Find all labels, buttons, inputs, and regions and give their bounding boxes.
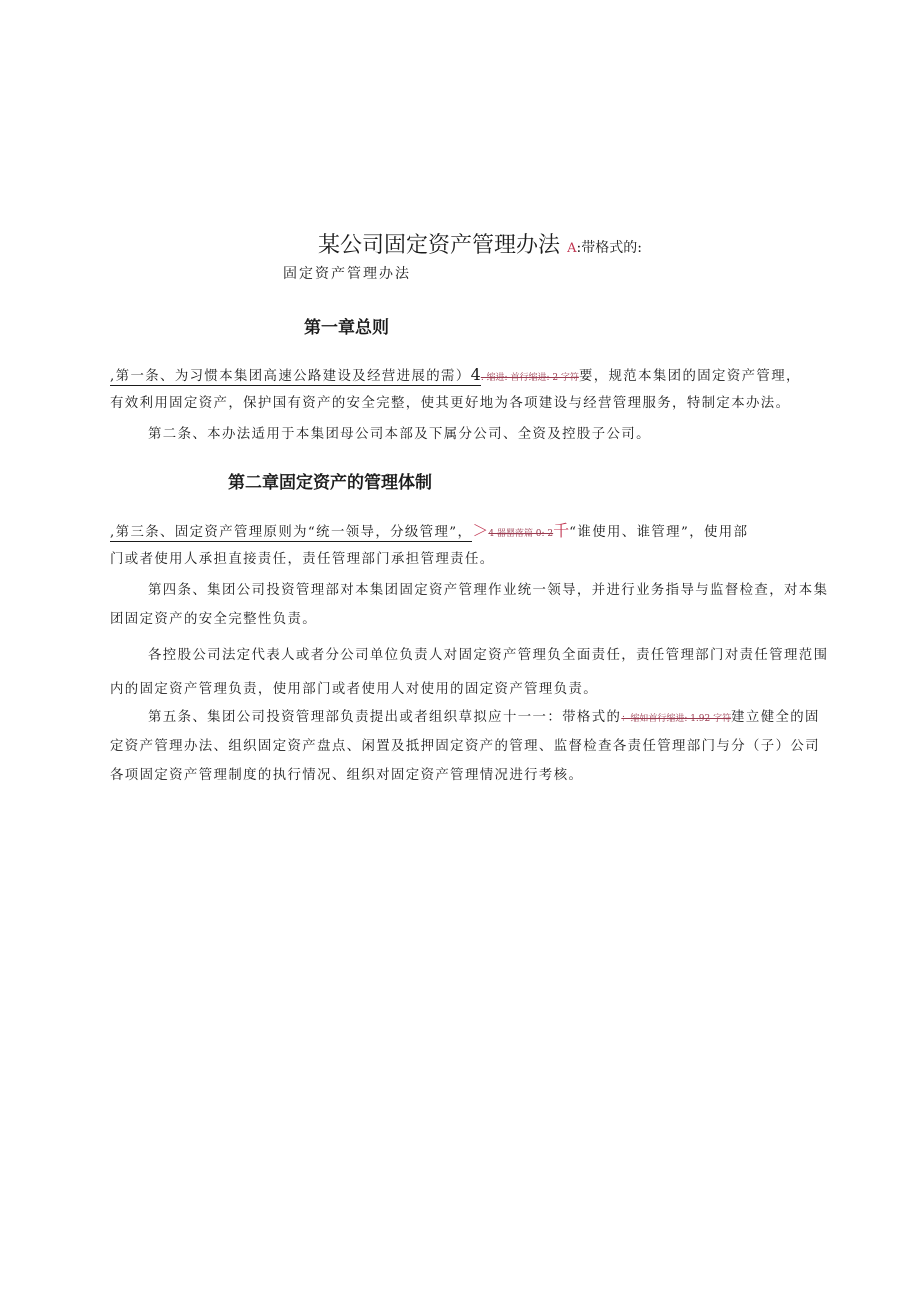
article-5 [110, 703, 860, 790]
article-3-line-2: 门或者使用人承担直接责任，责任管理部门承担管理责任。 [110, 552, 495, 567]
revision-marker-2: 千 [553, 521, 570, 540]
article-1-line-1: ,第一条、为习惯本集团高速公路建设及经营进展的需）4. 缩进: 首行缩进: 2 字符要，规范本集团的固定资产管理， [110, 365, 801, 384]
article-4 [110, 576, 860, 634]
document-title: 某公司固定资产管理办法 [318, 233, 561, 258]
article-4b-line-1: 各控股公司法定代表人或者分公司单位负责人对固定资产管理负全面责任，责任管理部门对责任管理范围 [148, 648, 829, 663]
format-comment [567, 240, 642, 256]
article-3-line-1: ,第三条、固定资产管理原则为“统一领导，分级管理”，＞4 器罂落篇 0: 2千“谁使用、谁管理”，使用部 [110, 521, 749, 540]
article-3 [110, 516, 860, 574]
article-5-line-3: 各项固定资产管理制度的执行情况、组织对固定资产管理情况进行考核。 [110, 768, 584, 783]
deleted-format-note: . 缩进: 首行缩进: 2 字符 [480, 373, 579, 383]
underlined-revision: ,第三条、固定资产管理原则为“统一领导，分级管理”， [110, 525, 473, 540]
deleted-format-note: 4 器罂落篇 0: 2 [488, 529, 554, 539]
deleted-format-note: ：缩如首行缩进: 1.92 字符 [621, 714, 732, 724]
comment-text: :带格式的: [576, 240, 642, 256]
article-4-continued [110, 639, 860, 707]
comment-marker: A [567, 241, 577, 256]
article-2 [110, 420, 860, 449]
article-5-line-1: 第五条、集团公司投资管理部负责提出或者组织草拟应十一一：带格式的：缩如首行缩进: 1.92 字符建立健全的固 [148, 710, 820, 725]
revision-marker: ＞ [472, 521, 489, 540]
article-4b-line-2: 内的固定资产管理负责，使用部门或者使用人对使用的固定资产管理负责。 [110, 682, 599, 697]
underlined-revision: ,第一条、为习惯本集团高速公路建设及经营进展的需）4 [110, 365, 481, 384]
chapter-heading-1: 第一章总则 [304, 318, 389, 338]
article-5-line-2: 定资产管理办法、组织固定资产盘点、闲置及抵押固定资产的管理、监督检查各责任管理部门与分（子）公司 [110, 739, 820, 754]
article-4-line-2: 团固定资产的安全完整性负责。 [110, 612, 318, 627]
article-2-line-1: 第二条、本办法适用于本集团母公司本部及下属分公司、全资及控股子公司。 [148, 427, 651, 442]
chapter-heading-2: 第二章固定资产的管理体制 [228, 473, 432, 493]
article-1 [110, 360, 860, 418]
article-4-line-1: 第四条、集团公司投资管理部对本集团固定资产管理作业统一领导，并进行业务指导与监督检查，对本集 [148, 583, 829, 598]
title-line [318, 228, 642, 259]
article-1-line-2: 有效利用固定资产，保护国有资产的安全完整，使其更好地为各项建设与经营管理服务，特制定本办法。 [110, 396, 791, 411]
document-subtitle: 固定资产管理办法 [283, 266, 411, 282]
